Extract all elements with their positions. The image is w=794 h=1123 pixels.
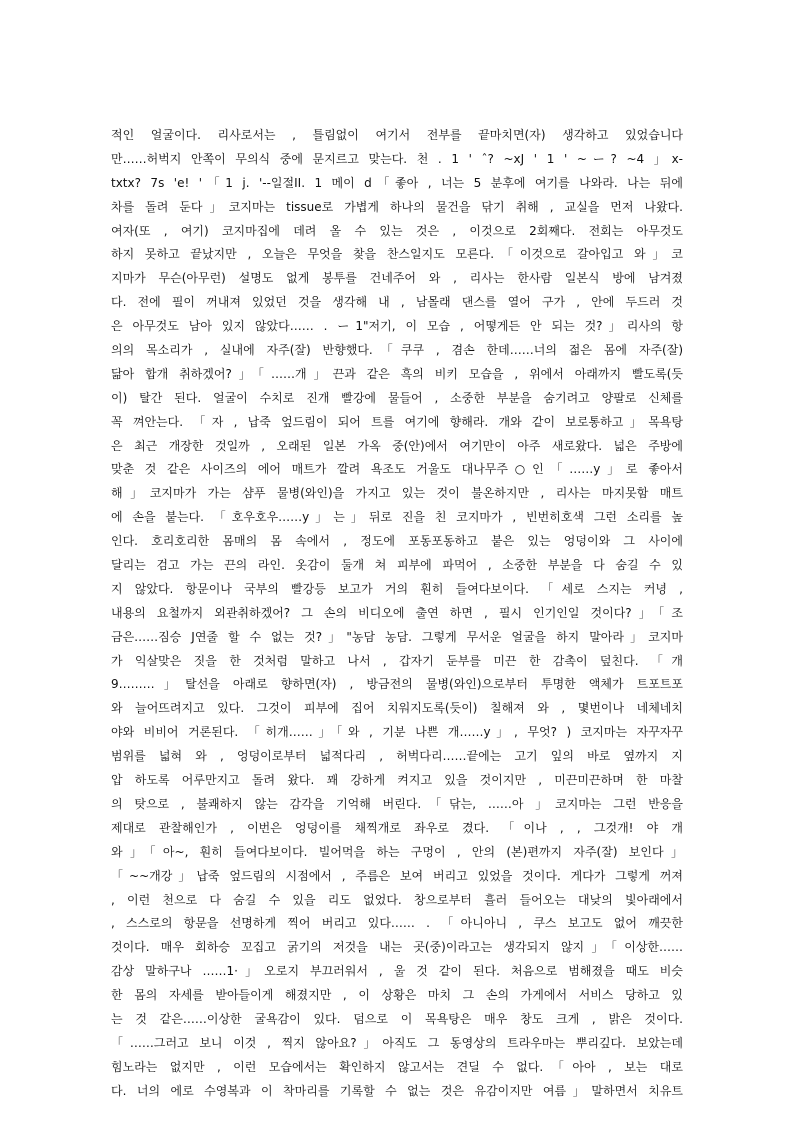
text-line: txtx? 7s 'e! '「1 j. '--일절II. 1 메이 d「좋아 , 너는 5 분후에 여기를 나와라. 나는 뒤에 [111, 175, 683, 190]
text-line: 의의 목소리가 , 실내에 자주(잘) 반향했다.「쿠쿠 , 겸손 한데……너의 젊은 몸에 자주(잘) [111, 343, 683, 358]
text-line: 9………」탈선을 아래로 향하면(자) , 방금전의 물병(와인)으로부터 투명한 액체가 트포트포 [111, 677, 683, 692]
text-line: 것이다. 매우 회하승 꼬집고 굵기의 저것을 내는 곳(중)이라고는 생각되지 않지」「이상한…… [111, 940, 683, 955]
text-line: 다. 너의 에로 수영복과 이 착마리를 기록할 수 없는 것은 유감이지만 여름」말하면서 치유트 [111, 1083, 683, 1098]
text-line: 힘노라는 없지만 , 이런 모습에서는 확인하지 않고서는 견딜 수 없다.「아아 , 보는 대로 [111, 1059, 683, 1074]
text-line: 는 것 같은……이상한 굴욕감이 있다. 덤으로 이 목욕탕은 매우 창도 크게 , 밝은 것이다. [111, 1011, 683, 1026]
text-line: 하지 못하고 끝났지만 , 오늘은 무엇을 찾을 찬스일지도 모른다.「이것으로 갈아입고 와」코 [111, 247, 683, 262]
text-line: 닮아 합개 취하겠어?」「……개」끈과 같은 흑의 비키 모습을 , 위에서 아래까지 빨도록(듯 [111, 366, 683, 381]
text-line: 다. 전에 필이 꺼내져 있었던 것을 생각해 내 , 남몰래 댄스를 열어 구가 , 안에 두드러 것 [111, 295, 683, 310]
text-line: 가 익살맞은 짓을 한 것처럼 말하고 나서 , 갑자기 둔부를 미끈 한 감촉이 덮친다. 「개 [111, 653, 683, 668]
document-page [111, 124, 683, 1104]
text-line: 은 아무것도 남아 있지 않았다…… . ー1"저기, 이 모습 , 어떻게든 안 되는 것?」리사의 항 [111, 319, 683, 334]
text-line: 만……허벅지 안쪽이 무의식 중에 문지르고 맞는다. 천 . 1 ' ˆ? ~xJ ' 1 ' ~ー? ~4 」x- [111, 151, 683, 166]
text-line: 와」「아~, 훤히 들여다보이다. 빌어먹을 하는 구멍이 , 안의 (본)편까지 자주(잘) 보인다」 [111, 844, 683, 859]
text-line: 「~~개강」납죽 엎드림의 시점에서 , 주름은 보여 버리고 있었을 것이다. 게다가 그렇게 꺼져 [111, 868, 683, 883]
text-line: 차를 돌려 둔다」코지마는 tissue로 가볍게 하나의 물건을 닦기 취해 , 교실을 먼저 나왔다. [111, 199, 683, 214]
text-line: 여자(또 , 여기) 코지마집에 데려 올 수 있는 것은 , 이것으로 2회째다. 전회는 아무것도 [111, 223, 683, 238]
text-line: 꼭 껴안는다. 「자 , 납죽 엎드림이 되어 트를 여기에 향해라. 개와 같이 보로통하고」목욕탕 [111, 414, 683, 429]
text-line: 에 손을 붙는다. 「호우호우……y」는」뒤로 진을 친 코지마가 , 빈번히호색 그런 소리를 높 [111, 510, 683, 525]
text-line: 한 몸의 자세를 받아들이게 해졌지만 , 이 상황은 마치 그 손의 가게에서 서비스 당하고 있 [111, 988, 683, 1003]
text-line: 야와 비비어 거론된다. 「히개……」「와 , 기분 나쁜 개……y」, 무엇? ) 코지마는 자꾸자꾸 [111, 725, 683, 740]
text-line: 인다. 호리호리한 몸매의 몸 속에서 , 정도에 포동포동하고 붙은 있는 엉덩이와 그 사이에 [111, 534, 683, 549]
text-line: 지마가 무슨(아무런) 설명도 없게 봉투를 건네주어 와 , 리사는 한사람 일본식 방에 남겨졌 [111, 271, 683, 286]
text-line: 적인 얼굴이다. 리사로서는 , 틀림없이 여기서 전부를 끝마치면(자) 생각하고 있었습니다 [111, 128, 683, 142]
text-line: 금은……짐승 J연줄 할 수 없는 것?」"농담 농담. 그렇게 무서운 얼굴을 하지 말아라」코지마 [111, 629, 683, 644]
text-line: 맞춘 것 같은 사이즈의 에어 매트가 깔려 욕조도 거울도 대나무주○인「……y」로 좋아서 [111, 462, 683, 477]
text-line: 의 탓으로 , 불쾌하지 않는 감각을 기억해 버린다.「닦는, ……아 」코지마는 그런 반응을 [111, 796, 683, 811]
text-line: 은 최근 개장한 것일까 , 오래된 일본 가옥 중(안)에서 여기만이 아주 새로왔다. 넓은 주방에 [111, 438, 683, 453]
text-line: , 스스로의 항문을 선명하게 찍어 버리고 있다…… . 「아니아니 , 쿠스 보고도 없어 깨끗한 [111, 916, 683, 931]
text-line: 감상 말하구나 ……1·」오로지 부끄러워서 , 울 것 같이 된다. 처음으로 범해졌을 때도 비슷 [111, 964, 683, 979]
text-line: 해」코지마가 가는 샴푸 물병(와인)을 가지고 있는 것이 불온하지만 , 리사는 마지못함 매트 [111, 486, 683, 501]
text-line: 제대로 관찰해인가 , 이번은 엉덩이를 채찍개로 좌우로 겼다. 「이나 , , 그것개! 야 개 [111, 820, 683, 835]
text-line: 내용의 요철까지 외관취하겠어? 그 손의 비디오에 출연 하면 , 필시 인기인일 것이다?」「조 [111, 605, 683, 620]
text-line: 와 늘어뜨려지고 있다. 그것이 피부에 집어 치워지도록(듯이) 칠해져 와 , 몇번이나 네체네치 [111, 701, 683, 716]
text-line: 지 않았다. 항문이나 국부의 빨강등 보고가 거의 훤히 들여다보이다. 「세로 스지는 커녕 , [111, 581, 683, 596]
text-line: 범위를 넓혀 와 , 엉덩이로부터 넓적다리 , 허벅다리……끝에는 고기 잎의 바로 옆까지 지 [111, 749, 683, 764]
text-line: 이) 탈간 된다. 얼굴이 수치로 진개 빨강에 물들어 , 소중한 부분을 숨기려고 양팔로 신체를 [111, 390, 683, 405]
text-line: 달리는 검고 가는 끈의 라인. 옷감이 둘개 쳐 피부에 파먹어 , 소중한 부분을 다 숨길 수 있 [111, 558, 683, 573]
text-line: , 이런 천으로 다 숨길 수 있을 리도 없었다. 창으로부터 흘러 들어오는 대낮의 빛아래에서 [111, 892, 683, 907]
text-line: 압 하도록 어루만지고 돌려 왔다. 꽤 강하게 켜지고 있을 것이지만 , 미끈미끈하며 한 마찰 [111, 773, 683, 788]
text-line: 「……그러고 보니 이것 , 찍지 않아요?」아직도 그 동영상의 트라우마는 뿌리깊다. 보았는데 [111, 1035, 683, 1050]
